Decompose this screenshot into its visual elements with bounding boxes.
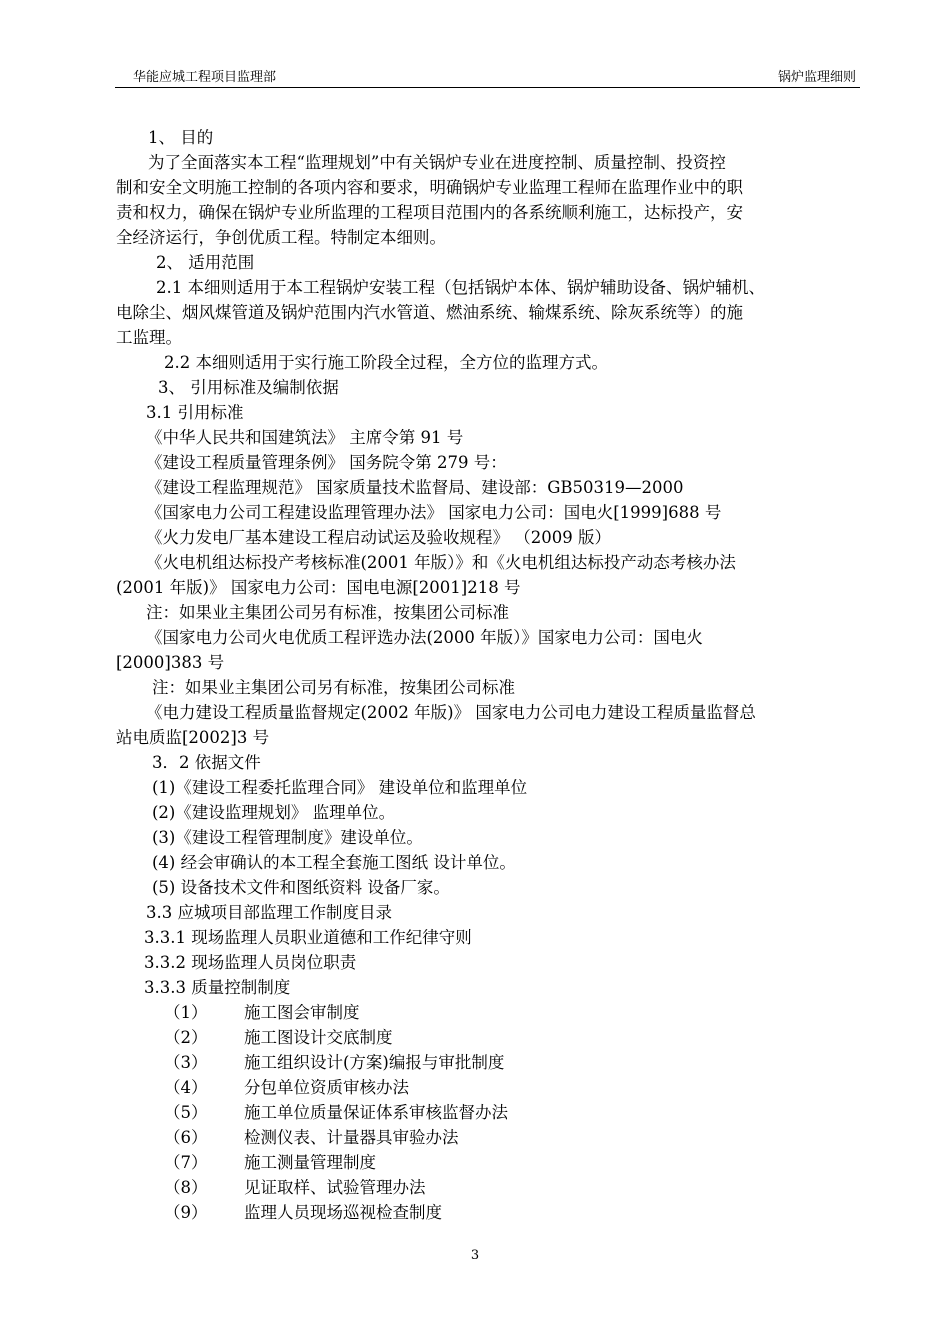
item-number: （6） xyxy=(164,1128,208,1147)
paragraph-line: 全经济运行，争创优质工程。特制定本细则。 xyxy=(116,228,446,247)
reference-line: 《建设工程质量管理条例》 国务院令第 279 号： xyxy=(146,453,507,472)
item-number: （1） xyxy=(164,1003,208,1022)
paragraph-line: 电除尘、烟风煤管道及锅炉范围内汽水管道、燃油系统、输煤系统、除灰系统等）的施 xyxy=(116,303,743,322)
subsection-heading: 3．2 依据文件 xyxy=(152,753,261,772)
reference-line: 《火力发电厂基本建设工程启动试运及验收规程》 （2009 版） xyxy=(146,528,611,547)
header-doc-title: 锅炉监理细则 xyxy=(777,70,856,85)
list-item: (2)《建设监理规划》 监理单位。 xyxy=(152,803,396,822)
paragraph-line: 工监理。 xyxy=(116,328,182,347)
subsection-heading: 3.3.1 现场监理人员职业道德和工作纪律守则 xyxy=(144,928,472,947)
item-text: 施工图设计交底制度 xyxy=(244,1028,393,1047)
section-heading: 3、 引用标准及编制依据 xyxy=(158,378,339,397)
note-line: 注：如果业主集团公司另有标准，按集团公司标准 xyxy=(146,603,509,622)
subsection-heading: 3.3.3 质量控制制度 xyxy=(144,978,291,997)
item-text: 施工图会审制度 xyxy=(244,1003,360,1022)
numbered-item xyxy=(116,1025,864,1050)
item-number: （8） xyxy=(164,1178,208,1197)
item-number: （3） xyxy=(164,1053,208,1072)
section-heading: 1、 目的 xyxy=(148,128,214,147)
reference-line: 站电质监[2002]3 号 xyxy=(116,728,270,747)
numbered-item xyxy=(116,1200,864,1225)
numbered-item xyxy=(116,1125,864,1150)
paragraph-line: 2.1 本细则适用于本工程锅炉安装工程（包括锅炉本体、锅炉辅助设备、锅炉辅机、 xyxy=(156,278,765,297)
reference-line: 《建设工程监理规范》 国家质量技术监督局、建设部：GB50319—2000 xyxy=(146,478,684,497)
paragraph-line: 为了全面落实本工程“监理规划”中有关锅炉专业在进度控制、质量控制、投资控 xyxy=(148,153,726,172)
paragraph-line: 制和安全文明施工控制的各项内容和要求，明确锅炉专业监理工程师在监理作业中的职 xyxy=(116,178,743,197)
numbered-item xyxy=(116,1050,864,1075)
numbered-item xyxy=(116,1000,864,1025)
list-item: (4) 经会审确认的本工程全套施工图纸 设计单位。 xyxy=(152,853,516,872)
section-heading: 2、 适用范围 xyxy=(156,253,255,272)
item-text: 检测仪表、计量器具审验办法 xyxy=(244,1128,459,1147)
numbered-item xyxy=(116,1100,864,1125)
list-item: (1)《建设工程委托监理合同》 建设单位和监理单位 xyxy=(152,778,528,797)
header-org: 华能应城工程项目监理部 xyxy=(133,70,277,85)
reference-line: 《火电机组达标投产考核标准(2001 年版）》和《火电机组达标投产动态考核办法 xyxy=(146,553,736,572)
item-number: （9） xyxy=(164,1203,208,1222)
page-number: 3 xyxy=(470,1248,480,1263)
reference-line: 《国家电力公司火电优质工程评选办法(2000 年版）》国家电力公司：国电火 xyxy=(146,628,703,647)
reference-line: [2000]383 号 xyxy=(116,653,225,672)
item-number: （5） xyxy=(164,1103,208,1122)
item-text: 施工组织设计(方案)编报与审批制度 xyxy=(244,1053,505,1072)
numbered-item xyxy=(116,1075,864,1100)
list-item: (3)《建设工程管理制度》建设单位。 xyxy=(152,828,423,847)
item-text: 见证取样、试验管理办法 xyxy=(244,1178,426,1197)
item-number: （4） xyxy=(164,1078,208,1097)
list-item: (5) 设备技术文件和图纸资料 设备厂家。 xyxy=(152,878,450,897)
reference-line: 《国家电力公司工程建设监理管理办法》 国家电力公司：国电火[1999]688 号 xyxy=(146,503,722,522)
item-number: （2） xyxy=(164,1028,208,1047)
subsection-heading: 3.3.2 现场监理人员岗位职责 xyxy=(144,953,357,972)
paragraph-line: 2.2 本细则适用于实行施工阶段全过程，全方位的监理方式。 xyxy=(164,353,608,372)
item-text: 监理人员现场巡视检查制度 xyxy=(244,1203,442,1222)
paragraph-line: 责和权力，确保在锅炉专业所监理的工程项目范围内的各系统顺利施工，达标投产，安 xyxy=(116,203,743,222)
subsection-heading: 3.3 应城项目部监理工作制度目录 xyxy=(146,903,392,922)
item-text: 分包单位资质审核办法 xyxy=(244,1078,409,1097)
numbered-item xyxy=(116,1150,864,1175)
item-text: 施工测量管理制度 xyxy=(244,1153,376,1172)
numbered-item xyxy=(116,1175,864,1200)
item-number: （7） xyxy=(164,1153,208,1172)
reference-line: 《中华人民共和国建筑法》 主席令第 91 号 xyxy=(146,428,464,447)
item-text: 施工单位质量保证体系审核监督办法 xyxy=(244,1103,508,1122)
reference-line: 《电力建设工程质量监督规定(2002 年版)》 国家电力公司电力建设工程质量监督总 xyxy=(146,703,756,722)
reference-line: (2001 年版)》 国家电力公司：国电电源[2001]218 号 xyxy=(116,578,521,597)
note-line: 注：如果业主集团公司另有标准，按集团公司标准 xyxy=(152,678,515,697)
subsection-heading: 3.1 引用标准 xyxy=(146,403,244,422)
page-header xyxy=(115,63,860,88)
document-body xyxy=(116,125,864,1225)
